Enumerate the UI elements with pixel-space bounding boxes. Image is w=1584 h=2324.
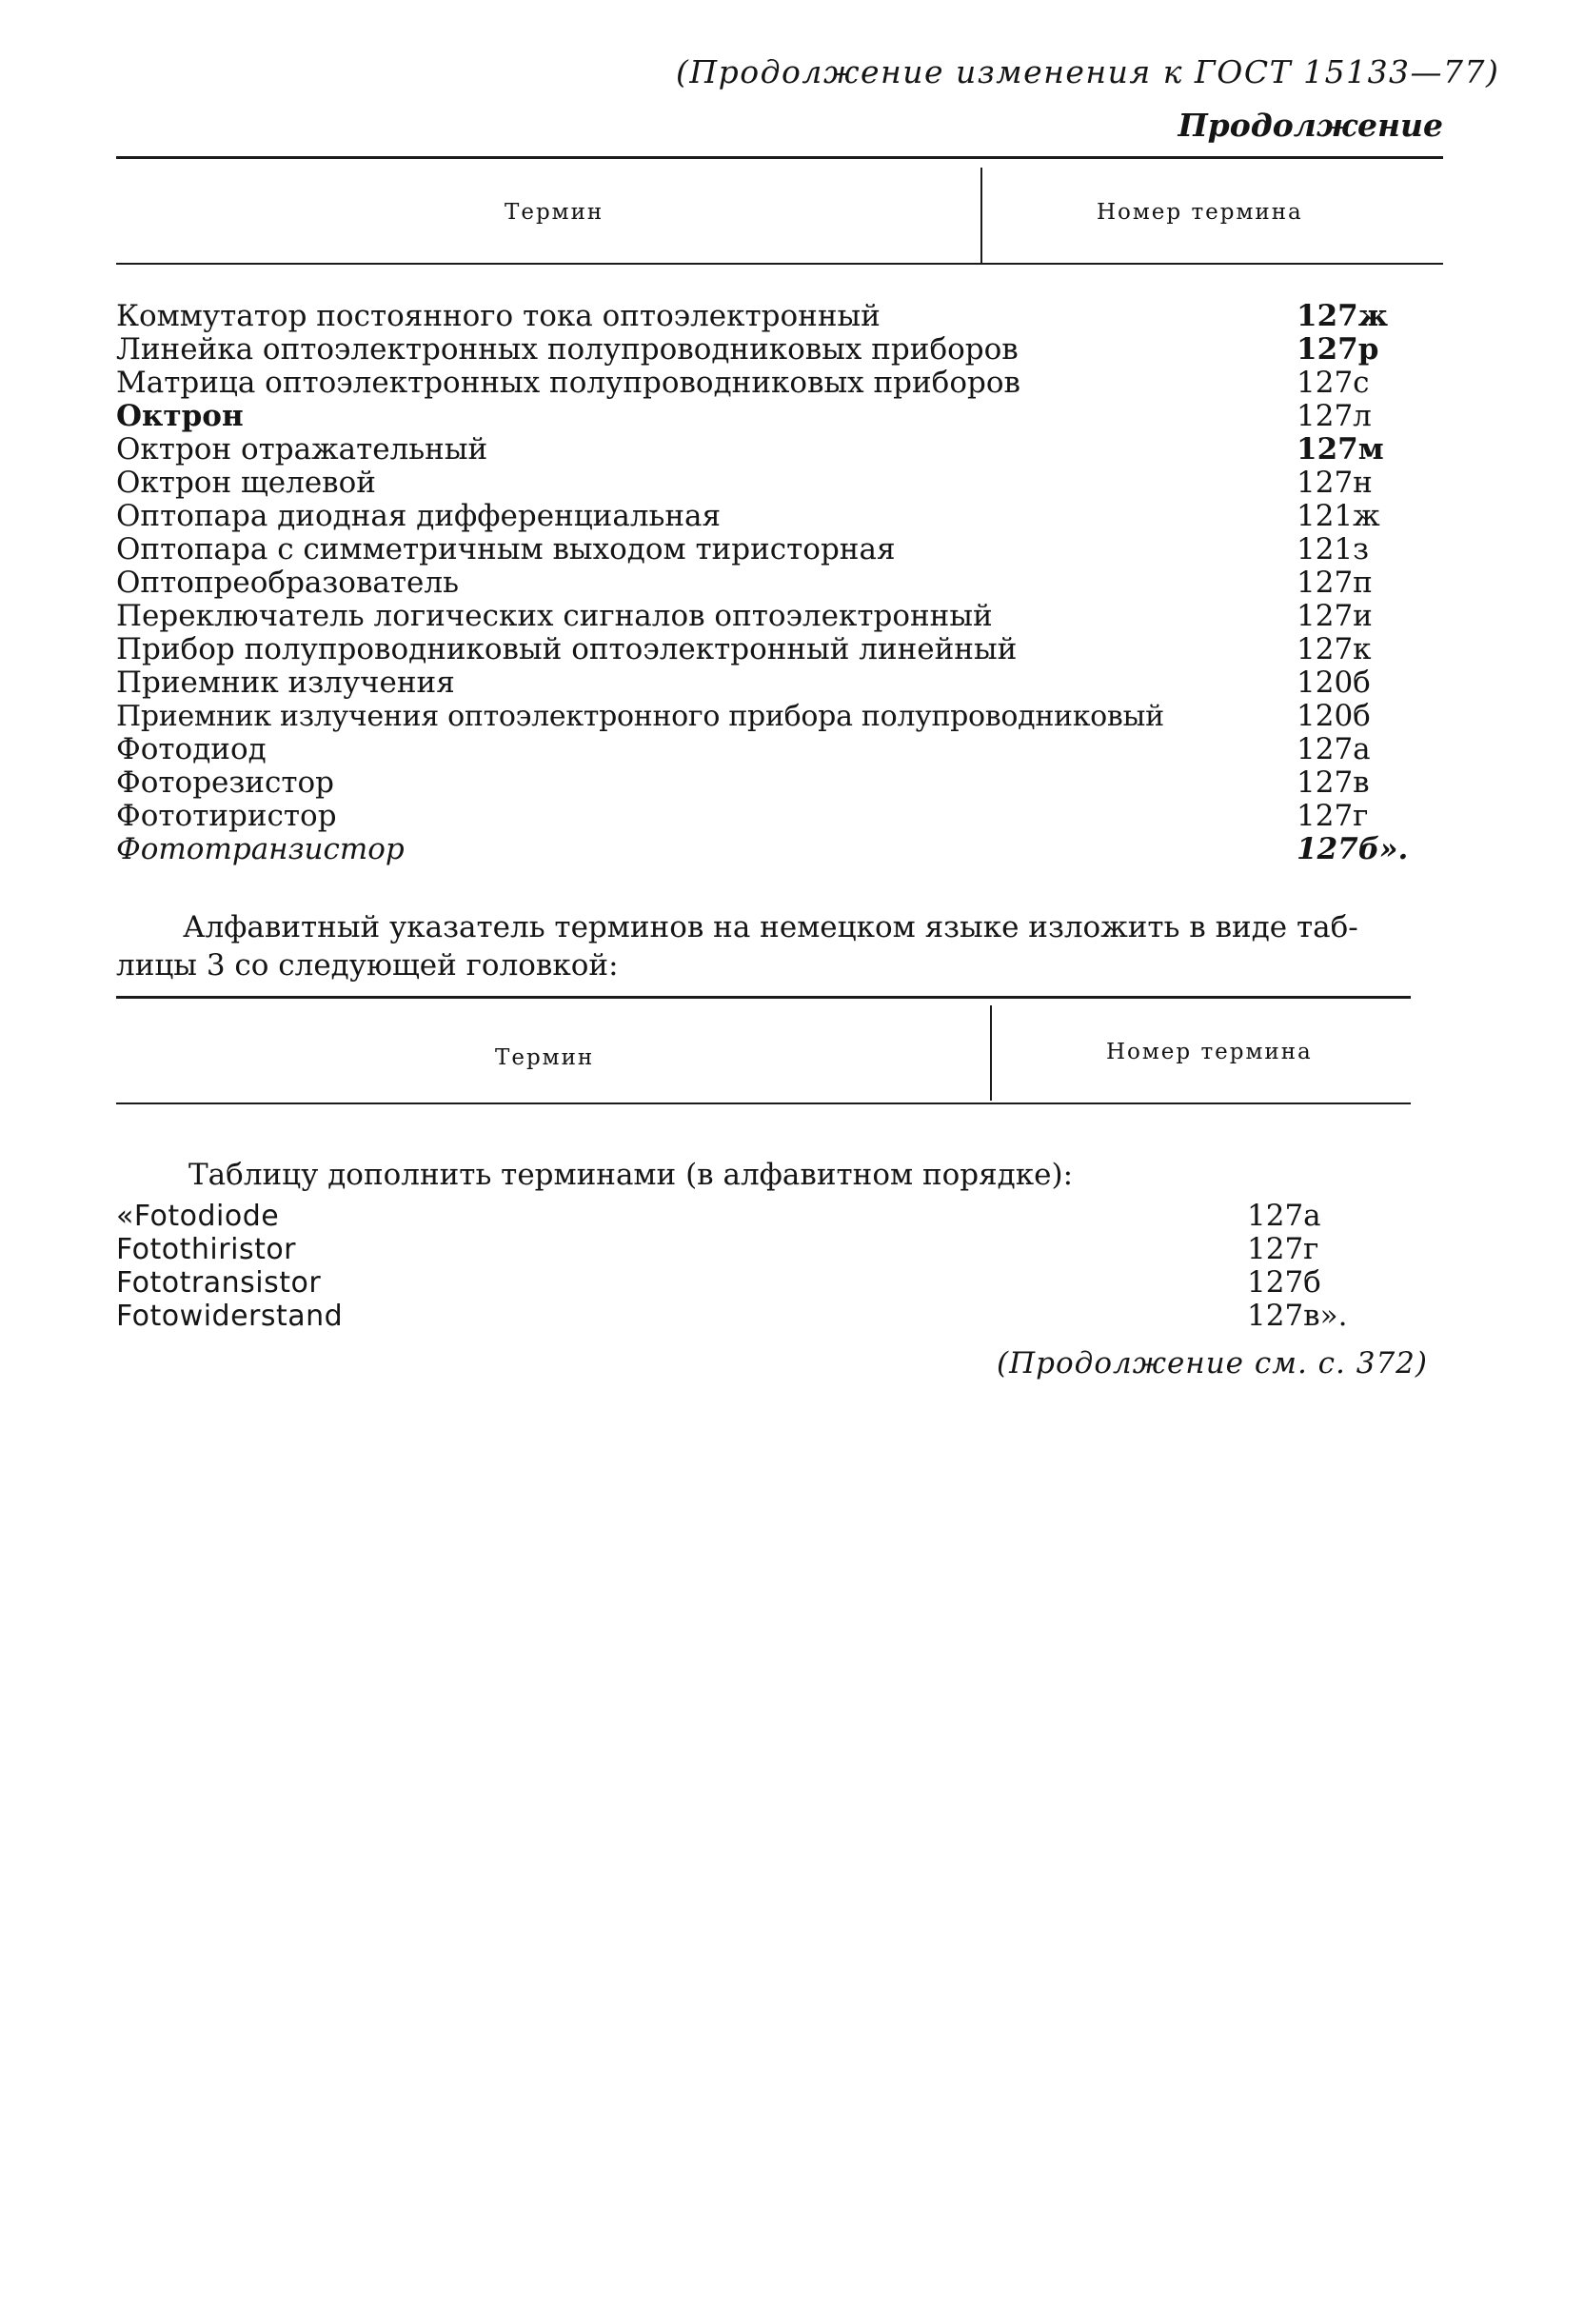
- instruction-line-1: Алфавитный указатель терминов на немецком языке изложить в виде таб-: [183, 910, 1358, 944]
- term-text: Оптопара диодная дифференциальная: [116, 499, 722, 533]
- table-row: [116, 666, 1441, 700]
- term-number: 120б: [1297, 699, 1371, 733]
- table3-header-bottom-rule: [116, 1102, 1411, 1104]
- table-row: [116, 833, 1441, 866]
- german-term: Fotowiderstand: [116, 1300, 344, 1333]
- table-row: [116, 533, 1441, 566]
- table-row: [116, 633, 1441, 666]
- term-number: 127с: [1297, 366, 1370, 400]
- term-number: 127ж: [1297, 299, 1389, 333]
- term-text: Фотодиод: [116, 732, 267, 766]
- table1-header-term: Термин: [505, 200, 604, 225]
- table1-header-number: Номер термина: [1097, 200, 1303, 225]
- term-number: 127к: [1297, 632, 1372, 666]
- list-item: [116, 1233, 1392, 1266]
- term-text: Фоторезистор: [116, 765, 334, 800]
- german-term: Fotothiristor: [116, 1233, 297, 1266]
- term-number: 127б».: [1297, 832, 1409, 866]
- term-text: Октрон щелевой: [116, 466, 376, 500]
- table-row: [116, 733, 1441, 766]
- term-number: 120б: [1297, 665, 1371, 700]
- german-term-number: 127б: [1247, 1265, 1321, 1300]
- list-item: [116, 1266, 1392, 1300]
- term-number: 127р: [1297, 332, 1379, 367]
- table-continued-label: Продолжение: [1178, 107, 1443, 144]
- table-row: [116, 800, 1441, 833]
- list-item: [116, 1200, 1392, 1233]
- term-number: 121ж: [1297, 499, 1380, 533]
- term-text: Приемник излучения: [116, 665, 455, 700]
- term-text: Оптопреобразователь: [116, 566, 459, 600]
- term-text: Оптопара с симметричным выходом тиристорная: [116, 532, 896, 566]
- instruction-line-2: лицы 3 со следующей головкой:: [116, 948, 619, 983]
- term-number: 121з: [1297, 532, 1370, 566]
- table-row: [116, 600, 1441, 633]
- term-text: Фототранзистор: [116, 832, 405, 866]
- table3-top-rule: [116, 996, 1411, 999]
- german-term: Fototransistor: [116, 1266, 322, 1300]
- document-header-title: (Продолжение изменения к ГОСТ 15133—77): [676, 53, 1500, 90]
- term-number: 127и: [1297, 599, 1373, 633]
- table-row: [116, 566, 1441, 600]
- table1-header-bottom-rule: [116, 263, 1443, 265]
- table-row: [116, 766, 1441, 800]
- term-number: 127м: [1297, 432, 1384, 467]
- table3-column-divider: [990, 1005, 992, 1101]
- table3-header-number: Номер термина: [1106, 1040, 1313, 1064]
- table-row: [116, 300, 1441, 333]
- table-row: [116, 433, 1441, 467]
- continuation-footer: (Продолжение см. с. 372): [997, 1346, 1428, 1380]
- table1-top-rule: [116, 156, 1443, 159]
- table1-column-divider: [980, 168, 982, 263]
- term-text: Матрица оптоэлектронных полупроводниковых приборов: [116, 366, 1020, 400]
- german-term-number: 127г: [1247, 1232, 1319, 1266]
- german-term-number: 127а: [1247, 1199, 1321, 1233]
- term-text: Линейка оптоэлектронных полупроводниковых приборов: [116, 332, 1019, 367]
- term-number: 127а: [1297, 732, 1371, 766]
- german-index-instruction: [116, 908, 1441, 984]
- add-terms-instruction: Таблицу дополнить терминами (в алфавитном порядке):: [188, 1158, 1074, 1192]
- term-text: Октрон: [116, 399, 244, 433]
- german-term-number: 127в».: [1247, 1299, 1348, 1333]
- table-row: [116, 333, 1441, 367]
- table-row: [116, 467, 1441, 500]
- german-term: «Fotodiode: [116, 1200, 280, 1233]
- table-row: [116, 400, 1441, 433]
- term-text: Фототиристор: [116, 799, 337, 833]
- term-number: 127п: [1297, 566, 1373, 600]
- term-number: 127н: [1297, 466, 1373, 500]
- term-number: 127в: [1297, 765, 1370, 800]
- term-number: 127г: [1297, 799, 1369, 833]
- table-row: [116, 700, 1441, 733]
- table-row: [116, 367, 1441, 400]
- table3-header-term: Термин: [495, 1045, 595, 1070]
- table-row: [116, 500, 1441, 533]
- term-number: 127л: [1297, 399, 1372, 433]
- list-item: [116, 1300, 1392, 1333]
- term-text: Коммутатор постоянного тока оптоэлектронный: [116, 299, 881, 333]
- term-text: Октрон отражательный: [116, 432, 488, 467]
- term-text: Переключатель логических сигналов оптоэлектронный: [116, 599, 993, 633]
- term-text: Прибор полупроводниковый оптоэлектронный линейный: [116, 632, 1018, 666]
- term-text: Приемник излучения оптоэлектронного прибора полупроводниковый: [116, 700, 1164, 733]
